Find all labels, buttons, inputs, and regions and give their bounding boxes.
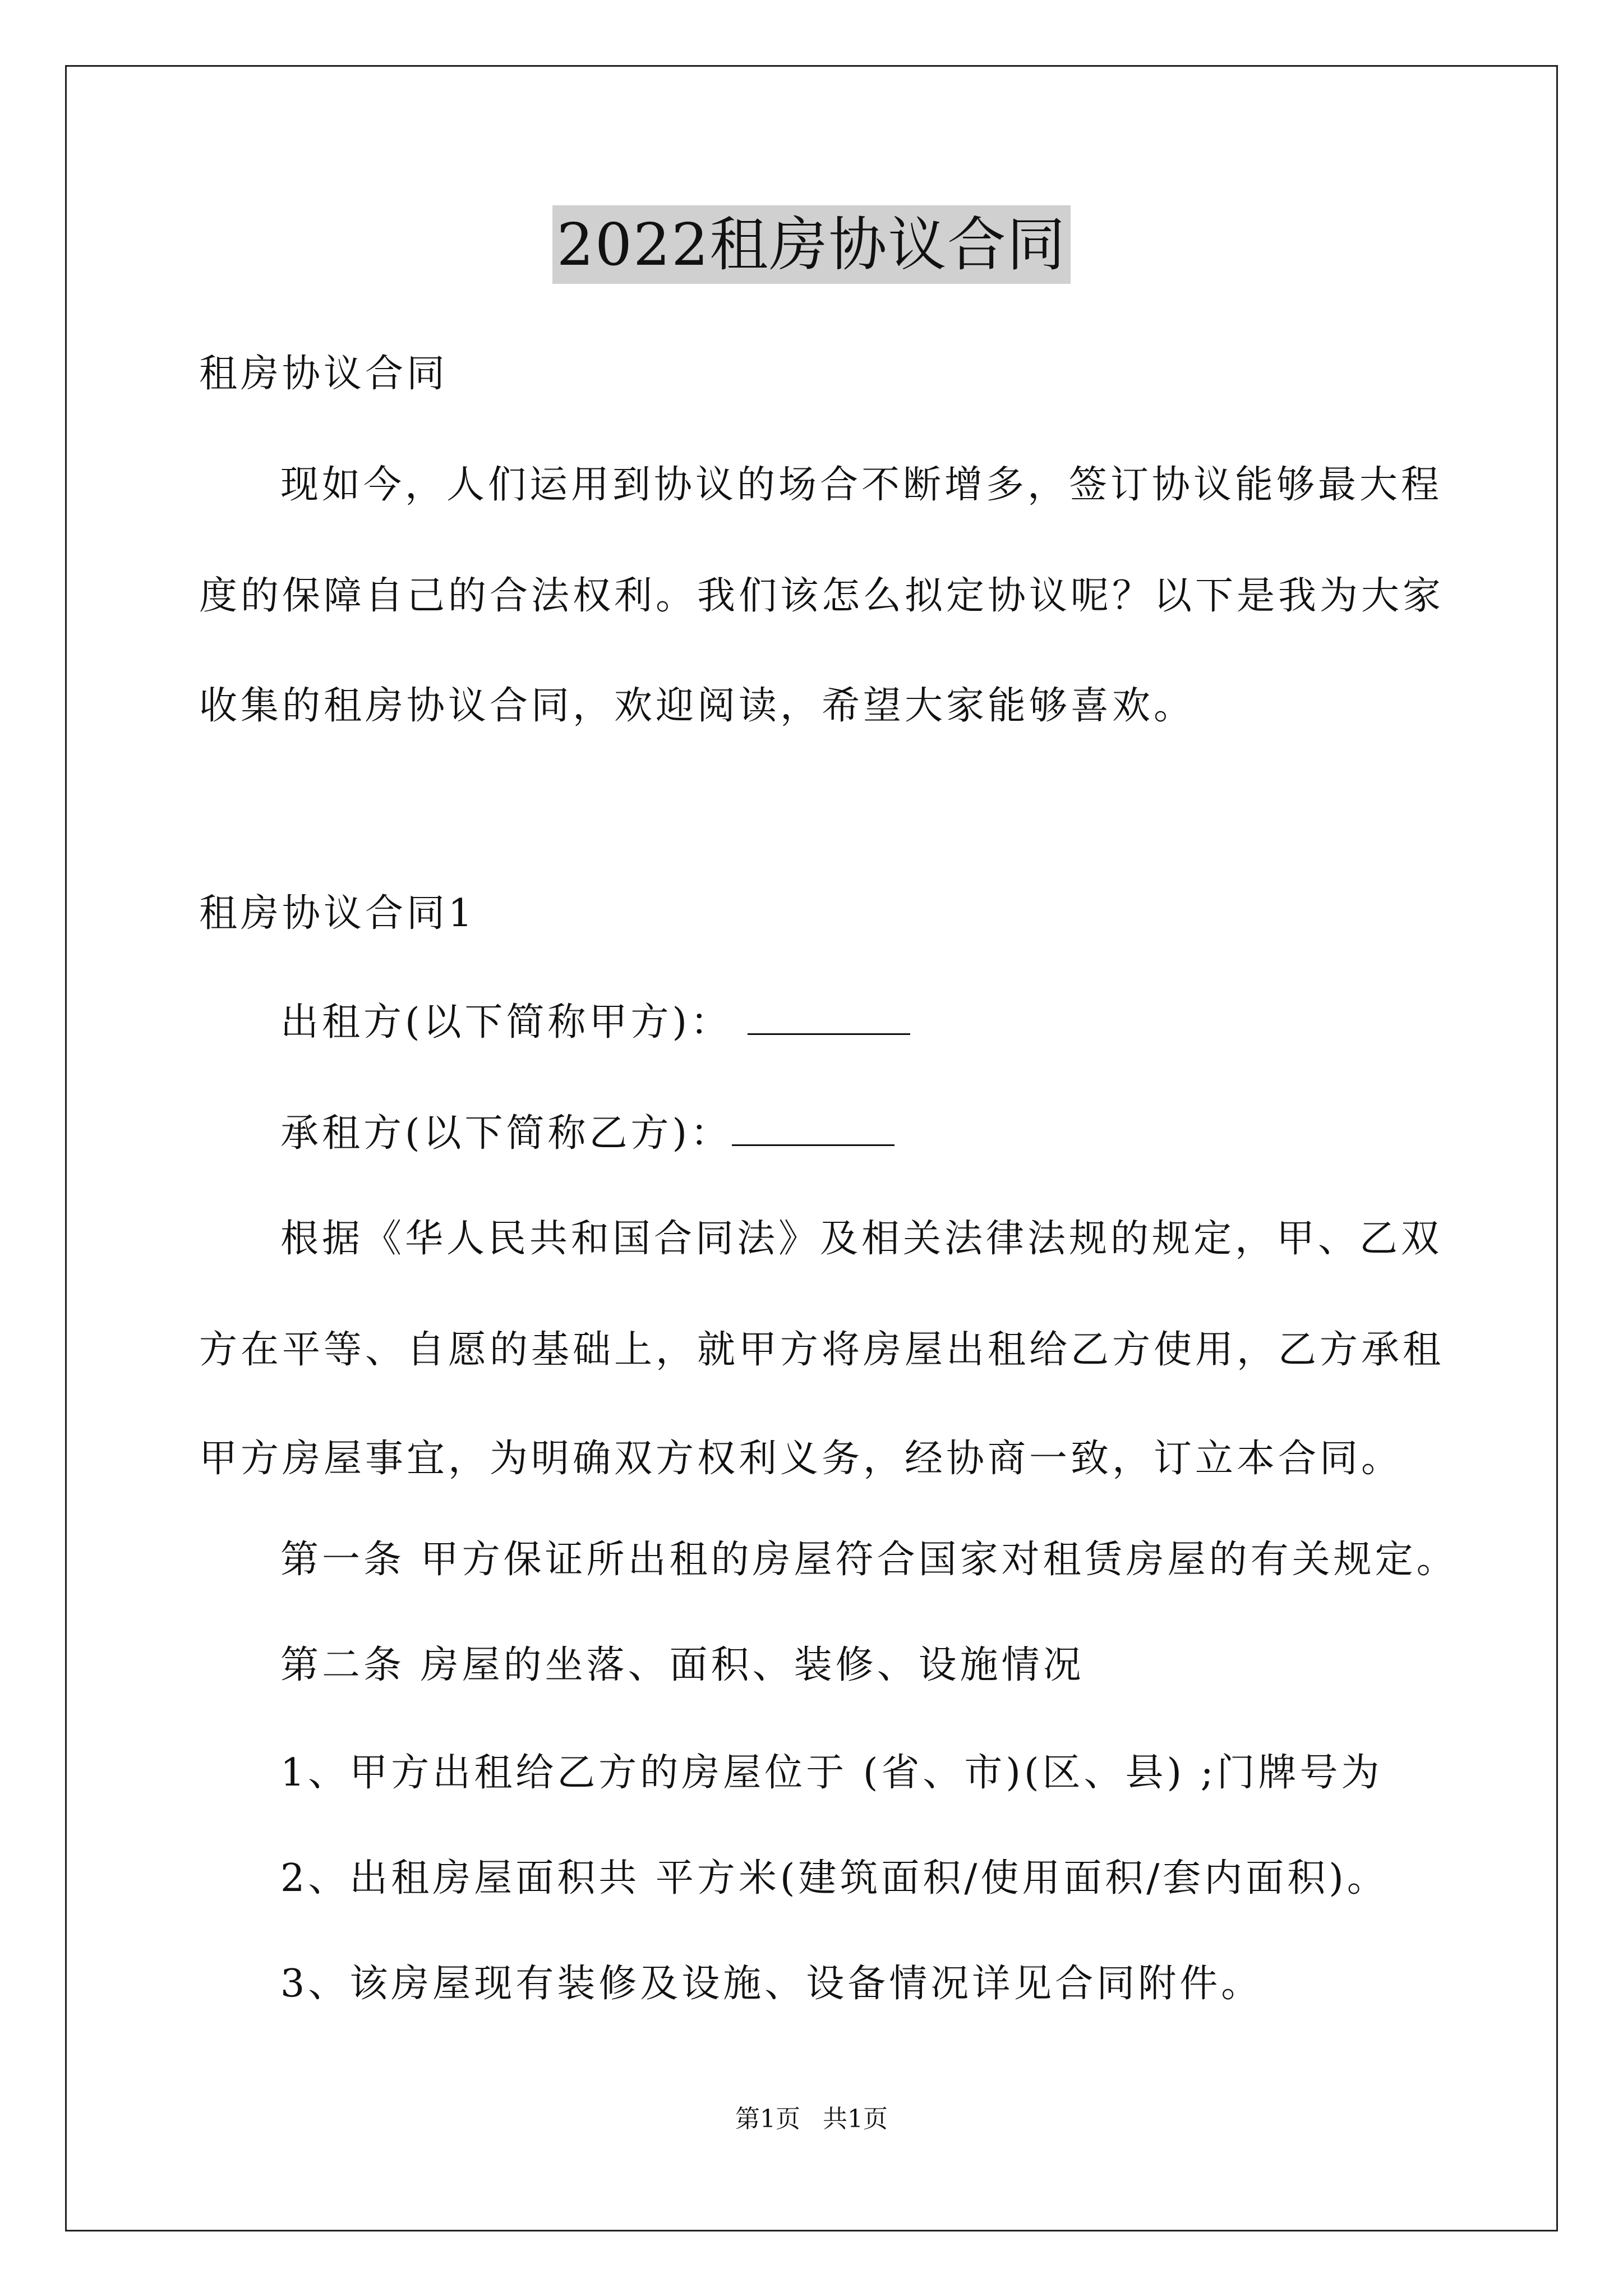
title-container [0,205,1623,284]
section-heading: 租房协议合同 [199,352,449,396]
page-total: 共1页 [823,2105,888,2133]
article-2-item-2: 2、出租房屋面积共 平方米(建筑面积/使用面积/套内面积)。 [280,1856,1389,1901]
article-2-heading: 第二条 房屋的坐落、面积、装修、设施情况 [280,1643,1085,1687]
lessee-label: 承租方(以下简称乙方)： [280,1111,732,1156]
preamble-line-1: 根据《华人民共和国合同法》及相关法律法规的规定，甲、乙双 [280,1217,1443,1261]
document-title: 2022租房协议合同 [552,205,1071,284]
intro-line-3: 收集的租房协议合同，欢迎阅读，希望大家能够喜欢。 [199,684,1196,728]
contract-heading: 租房协议合同1 [199,891,476,936]
article-2-item-3: 3、该房屋现有装修及设施、设备情况详见合同附件。 [280,1962,1263,2006]
lessor-label: 出租方(以下简称甲方)： [280,1000,732,1045]
article-1: 第一条 甲方保证所出租的房屋符合国家对租赁房屋的有关规定。 [280,1538,1458,1582]
lessor-field [280,997,910,1048]
lessee-blank [732,1111,895,1146]
lessee-field [280,1108,895,1159]
intro-line-1: 现如今，人们运用到协议的场合不断增多，签订协议能够最大程 [280,463,1443,507]
page-number: 第1页 [735,2105,800,2133]
page-footer [0,2102,1623,2136]
lessor-blank [748,1000,910,1035]
intro-line-2: 度的保障自己的合法权利。我们该怎么拟定协议呢？以下是我为大家 [199,574,1445,618]
article-2-item-1: 1、甲方出租给乙方的房屋位于 (省、市)(区、县) ;门牌号为 [280,1751,1383,1795]
preamble-line-3: 甲方房屋事宜，为明确双方权利义务，经协商一致，订立本合同。 [199,1437,1403,1481]
preamble-line-2: 方在平等、自愿的基础上，就甲方将房屋出租给乙方使用，乙方承租 [199,1328,1445,1372]
